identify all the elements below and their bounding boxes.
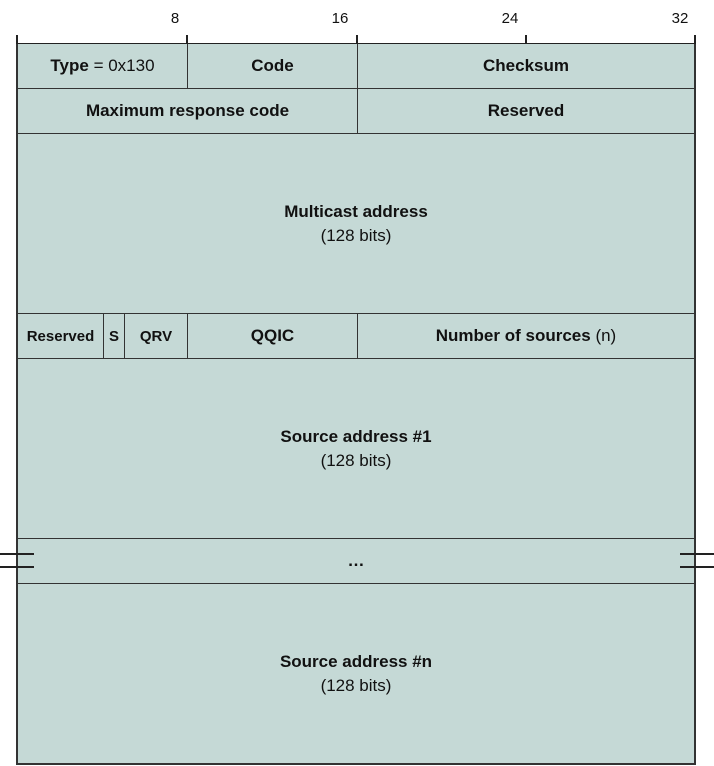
row-source-address-1 <box>16 359 696 539</box>
qrv-field: QRV <box>125 314 188 358</box>
type-field <box>18 44 188 88</box>
row-max-response <box>16 89 696 134</box>
ruler-label-24: 24 <box>501 10 519 27</box>
ruler-label-32: 32 <box>671 10 689 27</box>
checksum-field: Checksum <box>483 56 569 75</box>
row-type-code-checksum <box>16 44 696 89</box>
multicast-address-field <box>18 134 694 313</box>
code-field: Code <box>188 44 358 88</box>
reserved-field: Reserved <box>487 101 565 120</box>
source1-title: Source address #1 <box>280 426 432 446</box>
number-of-sources-label: Number of sources <box>435 326 591 345</box>
break-mark-right-top <box>680 553 714 555</box>
row-flags <box>16 314 696 359</box>
row-ellipsis <box>16 539 696 584</box>
number-of-sources-suffix: (n) <box>595 326 617 345</box>
break-mark-left-top <box>0 553 34 555</box>
ruler-label-16: 16 <box>331 10 349 27</box>
packet-format-table <box>16 44 696 765</box>
type-value: = 0x130 <box>93 56 155 75</box>
row-multicast-address <box>16 134 696 314</box>
multicast-size: (128 bits) <box>320 225 392 245</box>
s-flag-field: S <box>104 314 125 358</box>
max-response-code-field: Maximum response code <box>18 89 358 133</box>
break-mark-right-bottom <box>680 566 714 568</box>
ellipsis-field: … <box>347 551 365 570</box>
source1-size: (128 bits) <box>320 450 392 470</box>
source-address-1-field <box>18 359 694 538</box>
sourcen-title: Source address #n <box>279 651 433 671</box>
sourcen-size: (128 bits) <box>320 675 392 695</box>
multicast-title: Multicast address <box>284 201 428 221</box>
qqic-field: QQIC <box>188 314 358 358</box>
source-address-n-field <box>18 584 694 763</box>
break-mark-left-bottom <box>0 566 34 568</box>
flags-reserved-field: Reserved <box>18 314 104 358</box>
row-source-address-n <box>16 584 696 765</box>
ruler-label-8: 8 <box>170 10 180 27</box>
number-of-sources-field <box>358 314 694 358</box>
type-label: Type <box>50 56 89 75</box>
